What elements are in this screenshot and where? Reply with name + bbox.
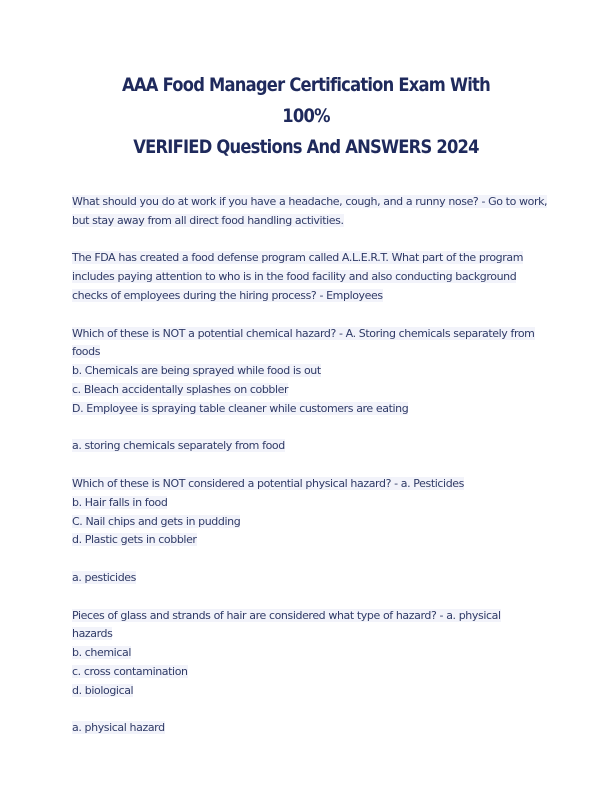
question-5-option-b: b. chemical xyxy=(72,646,131,660)
title-line-2: VERIFIED Questions And ANSWERS 2024 xyxy=(133,136,479,158)
question-5-line-2: hazards xyxy=(72,627,113,641)
question-5 xyxy=(72,607,540,701)
question-1-line-2: but stay away from all direct food handling activities. xyxy=(72,213,344,227)
question-3-line-1: Which of these is NOT a potential chemical hazard? - A. Storing chemicals separately from xyxy=(72,326,535,340)
question-3-line-2: foods xyxy=(72,345,101,359)
question-4-option-d: d. Plastic gets in cobbler xyxy=(72,533,197,547)
question-2-line-1: The FDA has created a food defense program called A.L.E.R.T. What part of the program xyxy=(72,251,524,265)
answer-4-text: a. pesticides xyxy=(72,570,136,584)
answer-5-text: a. physical hazard xyxy=(72,721,165,735)
document-body xyxy=(72,193,548,738)
answer-4 xyxy=(72,569,540,588)
question-5-line-1: Pieces of glass and strands of hair are considered what type of hazard? - a. physical xyxy=(72,608,501,622)
question-4-option-c: C. Nail chips and gets in pudding xyxy=(72,514,241,528)
document-title xyxy=(105,70,507,163)
answer-3 xyxy=(72,437,540,456)
question-5-option-d: d. biological xyxy=(72,683,134,697)
title-line-1: AAA Food Manager Certification Exam With 100% xyxy=(122,74,490,127)
question-3-option-d: D. Employee is spraying table cleaner while customers are eating xyxy=(72,401,409,415)
question-1-line-1: What should you do at work if you have a headache, cough, and a runny nose? - Go to work, xyxy=(72,195,548,208)
question-2-line-3: checks of employees during the hiring process? - Employees xyxy=(72,288,383,302)
question-5-option-c: c. cross contamination xyxy=(72,664,188,678)
question-3-option-b: b. Chemicals are being sprayed while food is out xyxy=(72,364,321,378)
answer-5 xyxy=(72,719,540,738)
answer-3-text: a. storing chemicals separately from food xyxy=(72,439,285,453)
question-3 xyxy=(72,325,540,419)
question-2 xyxy=(72,249,540,305)
question-3-option-c: c. Bleach accidentally splashes on cobbler xyxy=(72,382,289,396)
question-2-line-2: includes paying attention to who is in the food facility and also conducting background xyxy=(72,270,517,284)
question-4-line-1: Which of these is NOT considered a potential physical hazard? - a. Pesticides xyxy=(72,476,464,490)
question-4 xyxy=(72,475,540,550)
question-4-option-b: b. Hair falls in food xyxy=(72,495,168,509)
question-1 xyxy=(72,193,548,231)
